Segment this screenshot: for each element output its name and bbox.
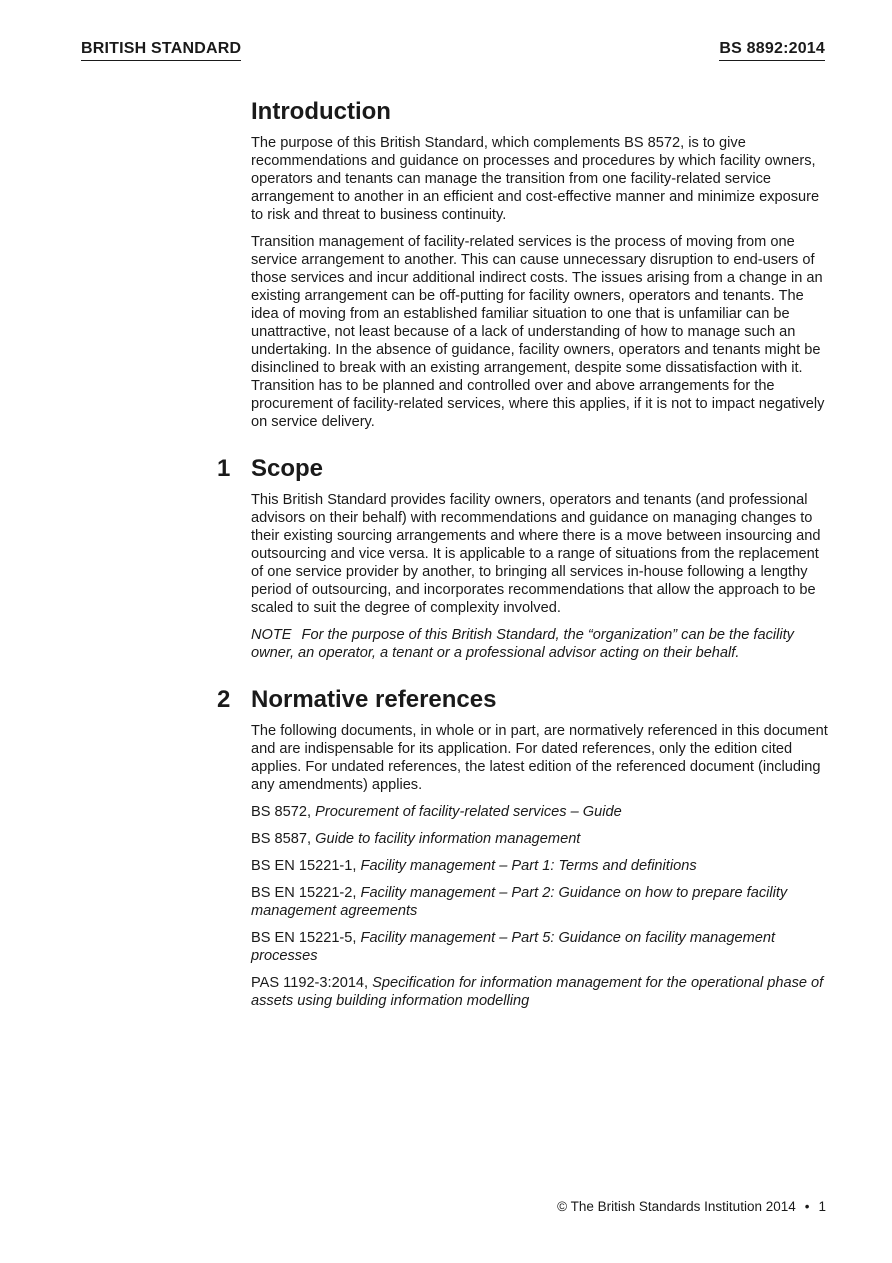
reference-item bbox=[251, 929, 831, 965]
reference-code: PAS 1192-3:2014, bbox=[251, 975, 369, 991]
section-number: 2 bbox=[217, 686, 231, 713]
introduction-paragraph-2: Transition management of facility-related services is the process of moving from one service arrangement to another. This can cause unnecessary disruption to end-users of those services and incur additional indirect costs. The issues arising from a change in an existing arrangement can be off-putting for facility owners, operators and tenants. The idea of moving from an established familiar situation to one that is unfamiliar can be unattractive, not least because of a lack of understanding of how to manage such an undertaking. In the absence of guidance, facility owners, operators and tenants might be disinclined to break with an existing arrangement, despite some dissatisfaction with it. Transition has to be planned and controlled over and above arrangements for the procurement of facility-related services, where this applies, if it is not to impact negatively on service delivery. bbox=[251, 234, 825, 430]
normative-references-section bbox=[217, 684, 831, 1010]
page-footer bbox=[557, 1199, 826, 1214]
reference-title: Guide to facility information management bbox=[315, 831, 581, 847]
reference-item bbox=[251, 857, 831, 875]
reference-item bbox=[251, 830, 831, 848]
introduction-title: Introduction bbox=[251, 98, 391, 125]
running-header-left: BRITISH STANDARD bbox=[81, 40, 241, 61]
note-label: NOTE bbox=[251, 627, 292, 643]
note-text: For the purpose of this British Standard, the “organization” can be the facility owner, an operator, a tenant or a professional advisor acting on their behalf. bbox=[251, 627, 794, 661]
section-number: 1 bbox=[217, 455, 231, 482]
reference-title: Specification for information management for the operational phase of assets using building information modelling bbox=[251, 975, 824, 1009]
running-header-right: BS 8892:2014 bbox=[719, 40, 825, 61]
copyright-text: © The British Standards Institution 2014 bbox=[557, 1199, 796, 1214]
bullet-separator: • bbox=[804, 1199, 810, 1214]
reference-code: BS 8587, bbox=[251, 831, 312, 847]
reference-title: Facility management – Part 5: Guidance on facility management processes bbox=[251, 930, 776, 964]
page-content bbox=[217, 96, 831, 1019]
reference-item bbox=[251, 974, 831, 1010]
reference-code: BS EN 15221-5, bbox=[251, 930, 357, 946]
introduction-section bbox=[251, 96, 831, 431]
reference-code: BS EN 15221-2, bbox=[251, 885, 357, 901]
reference-title: Procurement of facility-related services – Guide bbox=[315, 804, 622, 820]
reference-item bbox=[251, 884, 831, 920]
normative-heading bbox=[217, 684, 831, 716]
scope-heading bbox=[217, 453, 831, 485]
reference-title: Facility management – Part 2: Guidance on how to prepare facility management agreements bbox=[251, 885, 788, 919]
scope-paragraph: This British Standard provides facility owners, operators and tenants (and professional advisors on their behalf) with recommendations and guidance on managing changes to their existing sourcing arrangements and where there is a move between insourcing and outsourcing and vice versa. It is applicable to a range of situations from the replacement of one service provider by another, to bringing all services in-house following a lengthy period of outsourcing, and incorporates recommendations that allow the approach to be scaled to suit the degree of complexity involved. bbox=[251, 492, 821, 616]
reference-code: BS EN 15221-1, bbox=[251, 858, 357, 874]
normative-paragraph: The following documents, in whole or in part, are normatively referenced in this document and are indispensable for its application. For dated references, only the edition cited applies. For undated references, the latest edition of the referenced document (including any amendments) applies. bbox=[251, 723, 828, 793]
introduction-heading bbox=[251, 96, 831, 128]
reference-title: Facility management – Part 1: Terms and definitions bbox=[360, 858, 697, 874]
section-title: Scope bbox=[251, 455, 324, 482]
reference-code: BS 8572, bbox=[251, 804, 312, 820]
introduction-paragraph-1: The purpose of this British Standard, which complements BS 8572, is to give recommendations and guidance on processes and procedures by which facility owners, operators and tenants can manage the transition from one facility-related service arrangement to another in an efficient and cost-effective manner and minimize exposure to risk and threat to business continuity. bbox=[251, 135, 820, 223]
reference-item bbox=[251, 803, 831, 821]
section-title: Normative references bbox=[251, 686, 497, 713]
page-number: 1 bbox=[818, 1199, 826, 1214]
scope-note bbox=[251, 626, 831, 662]
scope-section bbox=[217, 453, 831, 662]
